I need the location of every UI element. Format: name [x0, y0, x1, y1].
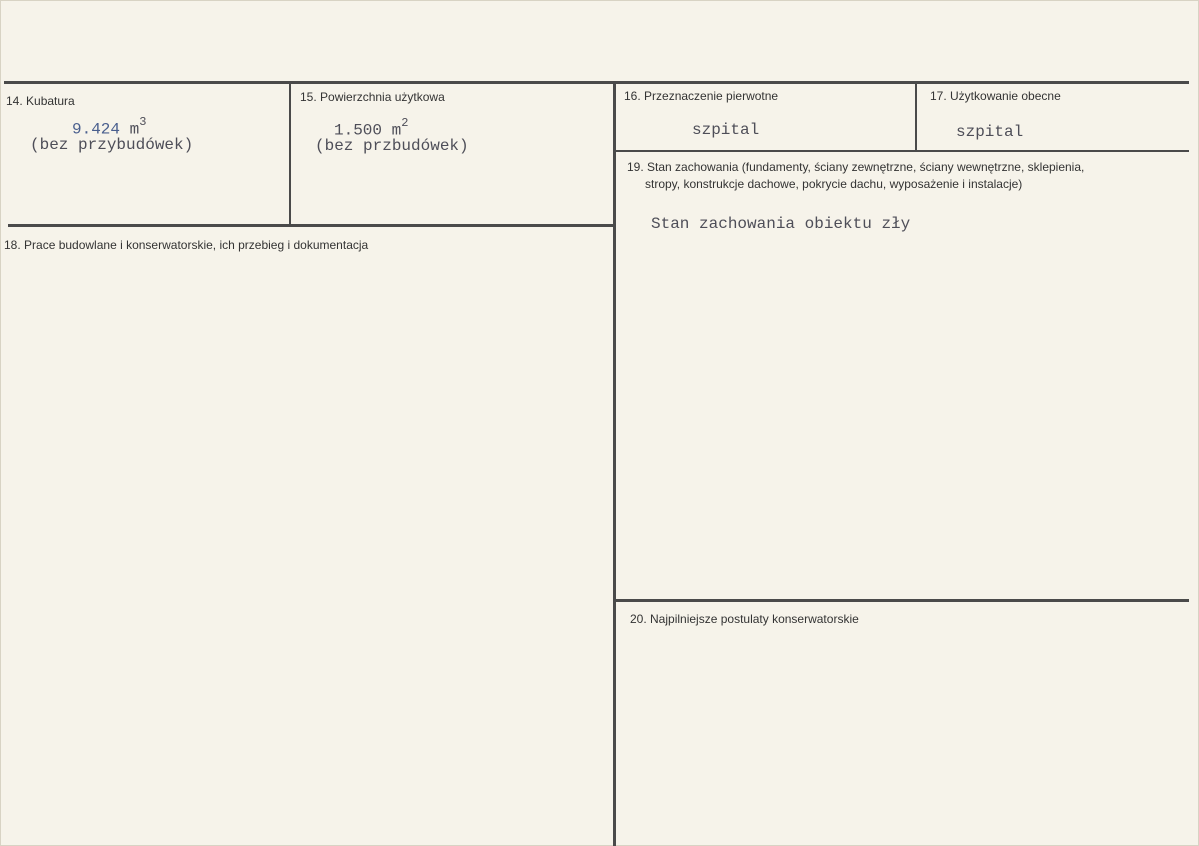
divider-14-15 [289, 84, 291, 226]
uzytkowanie-value: szpital [956, 123, 1024, 141]
stan-label-line2: stropy, konstrukcje dachowe, pokrycie dachu, wyposażenie i instalacje) [645, 177, 1023, 191]
prace-label: 18. Prace budowlane i konserwatorskie, ich przebieg i dokumentacja [4, 238, 369, 252]
kubatura-label: 14. Kubatura [6, 94, 75, 108]
powierzchnia-label: 15. Powierzchnia użytkowa [300, 90, 445, 104]
powierzchnia-unit: m [391, 121, 402, 140]
rule-under-16-17 [614, 150, 1189, 152]
postulaty-label: 20. Najpilniejsze postulaty konserwatorskie [630, 612, 859, 626]
kubatura-exp: 3 [139, 115, 147, 129]
rule-under-14-15 [8, 224, 614, 227]
divider-16-17 [915, 81, 917, 152]
uzytkowanie-label: 17. Użytkowanie obecne [930, 89, 1061, 103]
kubatura-note: (bez przybudówek) [30, 136, 194, 154]
stan-value: Stan zachowania obiektu zły [651, 215, 911, 233]
powierzchnia-note: (bez przbudówek) [315, 137, 469, 155]
powierzchnia-exp: 2 [401, 116, 409, 130]
stan-label-line1: 19. Stan zachowania (fundamenty, ściany zewnętrzne, ściany wewnętrzne, sklepienia, [627, 160, 1085, 174]
powierzchnia-number: 1.500 [334, 121, 383, 140]
kubatura-unit: m [129, 120, 140, 139]
rule-above-20 [616, 599, 1189, 602]
przeznaczenie-label: 16. Przeznaczenie pierwotne [624, 89, 779, 103]
kubatura-number: 9.424 [72, 120, 121, 139]
top-rule [4, 81, 1189, 84]
przeznaczenie-value: szpital [692, 121, 760, 139]
divider-main [613, 81, 616, 846]
